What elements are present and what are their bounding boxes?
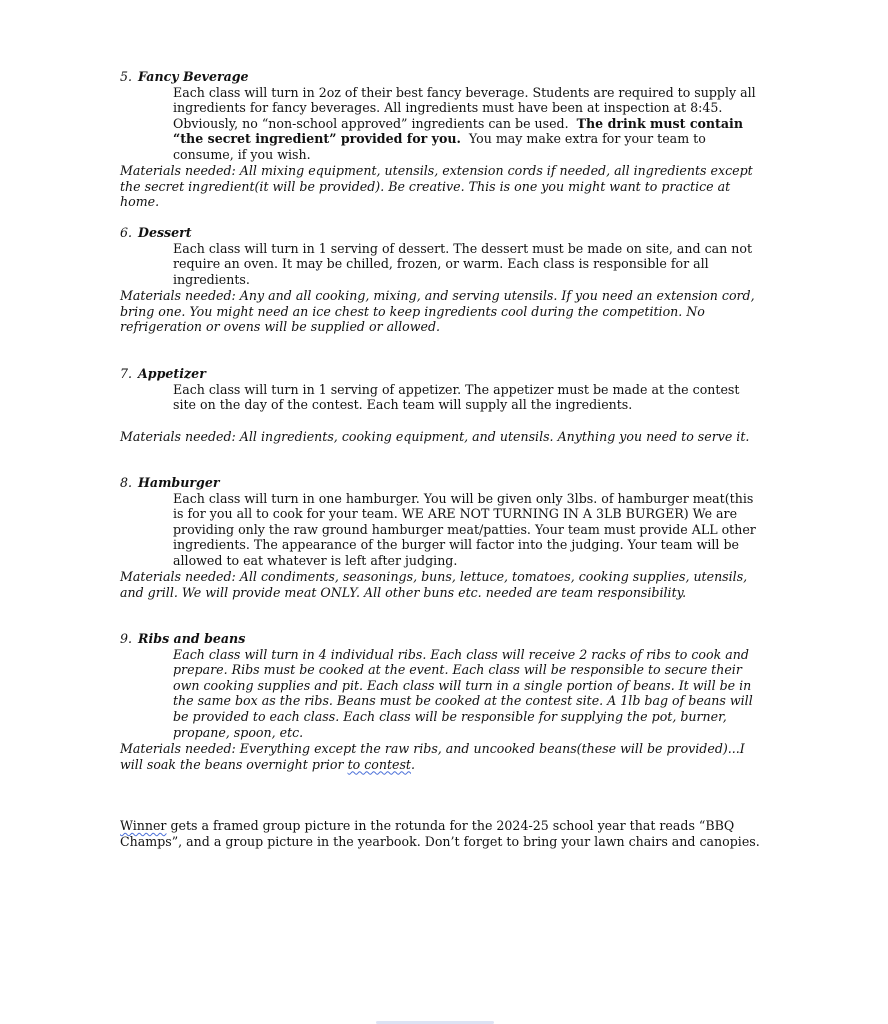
spellcheck-flagged-text: to contest <box>347 756 411 772</box>
section-title: Dessert <box>138 225 192 240</box>
materials-end: . <box>411 756 416 772</box>
materials-hamburger: Materials needed: All condiments, seasonings, buns, lettuce, tomatoes, cooking supplies, utensils, and grill. We will provide meat ONLY. All other buns etc. needed are team responsibility. <box>120 569 748 600</box>
body-bold-text: The drink must contain “the secret ingredient” provided for you. <box>173 115 743 147</box>
section-heading <box>120 475 760 491</box>
section-number: 5. <box>120 69 133 84</box>
section-body: Each class will turn in 4 individual ribs. Each class will receive 2 racks of ribs to cook and prepare. Ribs must be cooked at the event. Each class will be responsible to secure their own cooking supplies and pit. Each class will turn in a single portion of beans. It will be in the same box as the ribs. Beans must be cooked at the contest site. A 1lb bag of beans will be provided to each class. Each class will be responsible for supplying the pot, burner, propane, spoon, etc. <box>173 646 753 740</box>
closing-paragraph <box>120 818 760 849</box>
section-title: Fancy Beverage <box>138 69 249 84</box>
materials-dessert: Materials needed: Any and all cooking, mixing, and serving utensils. If you need an extension cord, bring one. You might need an ice chest to keep ingredients cool during the competition. No refrigeration or ovens will be supplied or allowed. <box>120 288 755 335</box>
body-text: Each class will turn in 2oz of their best fancy beverage. Students are required to supply all ingredients for fancy beverages. All ingredients must have been at inspection at 8:45. Obviously, no “non-school approved” ingredients can be used. <box>173 84 756 131</box>
section-body <box>173 85 760 163</box>
section-title: Hamburger <box>138 475 220 490</box>
closing-text: gets a framed group picture in the rotunda for the 2024-25 school year that reads “BBQ Champs”, and a group picture in the yearbook. Don’t forget to bring your lawn chairs and canopies. <box>120 818 760 849</box>
section-hamburger <box>120 475 760 569</box>
section-body: Each class will turn in 1 serving of dessert. The dessert must be made on site, and can not require an oven. It may be chilled, frozen, or warm. Each class is responsible for all ingredients. <box>173 240 753 287</box>
section-heading <box>120 225 760 241</box>
section-appetizer <box>120 366 760 413</box>
section-heading <box>120 631 760 647</box>
section-title: Appetizer <box>138 366 206 381</box>
section-ribs-and-beans <box>120 631 760 740</box>
section-dessert <box>120 225 760 287</box>
section-number: 8. <box>120 475 133 490</box>
body-tail-text: You may make extra for your team to consume, if you wish. <box>173 131 706 162</box>
section-body: Each class will turn in 1 serving of appetizer. The appetizer must be made at the contest site on the day of the contest. Each team will supply all the ingredients. <box>173 381 740 413</box>
section-body: Each class will turn in one hamburger. You will be given only 3lbs. of hamburger meat(this is for you all to cook for your team. WE ARE NOT TURNING IN A 3LB BURGER) We are providing only the raw ground hamburger meat/patties. Your team must provide ALL other ingredients. The appearance of the burger will factor into the judging. Your team will be allowed to eat whatever is left after judging. <box>173 490 756 568</box>
materials-ribs-and-beans <box>120 741 760 772</box>
section-title: Ribs and beans <box>138 631 246 646</box>
section-number: 7. <box>120 366 133 381</box>
materials-appetizer: Materials needed: All ingredients, cooking equipment, and utensils. Anything you need to serve it. <box>120 429 750 444</box>
section-heading <box>120 69 760 85</box>
spellcheck-flagged-word: Winner <box>120 818 167 833</box>
materials-text: Materials needed: Everything except the raw ribs, and uncooked beans(these will be provided)...I will soak the beans overnight prior <box>120 741 745 772</box>
materials-fancy-beverage: Materials needed: All mixing equipment, utensils, extension cords if needed, all ingredients except the secret ingredient(it will be provided). Be creative. This is one you might want to practice at home. <box>120 163 753 210</box>
section-fancy-beverage <box>120 69 760 163</box>
section-heading <box>120 366 760 382</box>
section-number: 6. <box>120 225 133 240</box>
section-number: 9. <box>120 631 133 646</box>
